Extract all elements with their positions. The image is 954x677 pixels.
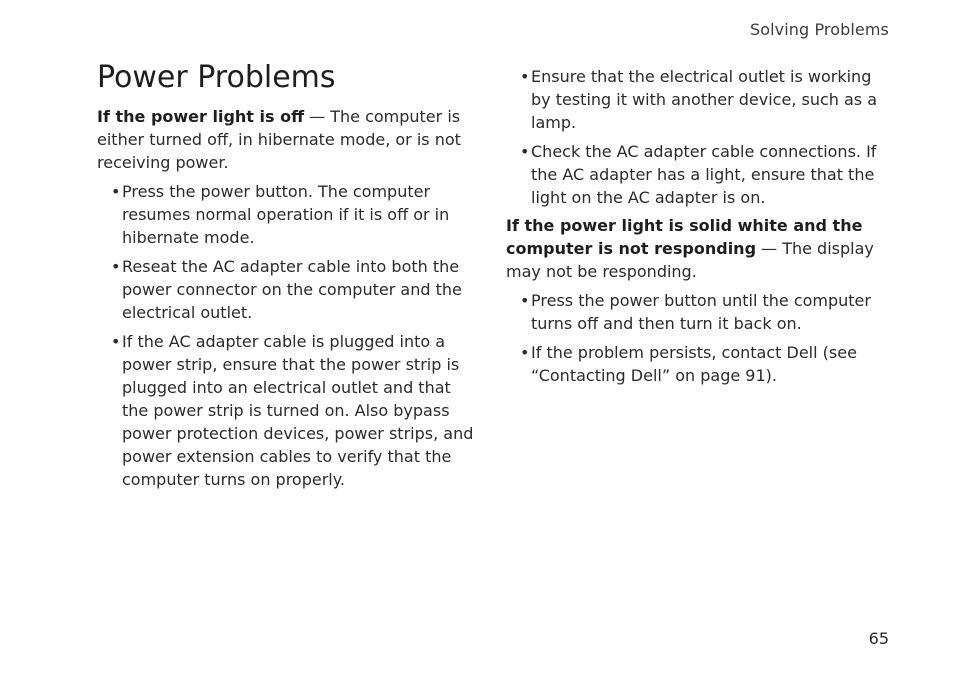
list-item xyxy=(97,180,467,249)
list-item xyxy=(506,289,916,335)
outlet-checks xyxy=(506,65,896,209)
solid-white-description: — The display may not be responding. xyxy=(506,239,874,281)
list-item-text: Check the AC adapter cable connections. If the AC adapter has a light, ensure that the light on the AC adapter is on. xyxy=(531,142,877,207)
page-number: 65 xyxy=(868,629,889,648)
solid-white-intro xyxy=(506,214,881,283)
page-title: Power Problems xyxy=(97,60,336,95)
power-off-heading: If the power light is off xyxy=(97,107,305,126)
power-off-description: — The computer is either turned off, in hibernate mode, or is not receiving power. xyxy=(97,107,461,172)
bullet-icon: • xyxy=(520,142,530,161)
list-item xyxy=(506,140,906,209)
list-item-text: If the AC adapter cable is plugged into a power strip, ensure that the power strip is plugged into an electrical outlet and that the power strip is turned on. Also bypass power protection devices, power strips, and power extension cables to verify that the computer turns on properly. xyxy=(122,332,474,489)
solid-white-steps xyxy=(506,289,896,387)
list-item xyxy=(506,341,896,387)
list-item xyxy=(97,330,477,491)
solid-white-heading: If the power light is solid white and the computer is not responding xyxy=(506,216,863,258)
bullet-icon: • xyxy=(111,257,121,276)
list-item xyxy=(97,255,472,324)
list-item-text: Press the power button until the computer turns off and then turn it back on. xyxy=(531,291,871,333)
list-item-text: If the problem persists, contact Dell (see “Contacting Dell” on page 91). xyxy=(531,343,857,385)
list-item xyxy=(506,65,896,134)
power-off-steps xyxy=(97,180,482,491)
bullet-icon: • xyxy=(520,343,530,362)
running-header: Solving Problems xyxy=(749,20,889,39)
list-item-text: Ensure that the electrical outlet is working by testing it with another device, such as a lamp. xyxy=(531,67,878,132)
bullet-icon: • xyxy=(520,67,530,86)
bullet-icon: • xyxy=(520,291,530,310)
list-item-text: Press the power button. The computer resumes normal operation if it is off or in hibernate mode. xyxy=(122,182,450,247)
power-off-intro xyxy=(97,105,482,174)
bullet-icon: • xyxy=(111,332,121,351)
list-item-text: Reseat the AC adapter cable into both the power connector on the computer and the electrical outlet. xyxy=(122,257,462,322)
bullet-icon: • xyxy=(111,182,121,201)
